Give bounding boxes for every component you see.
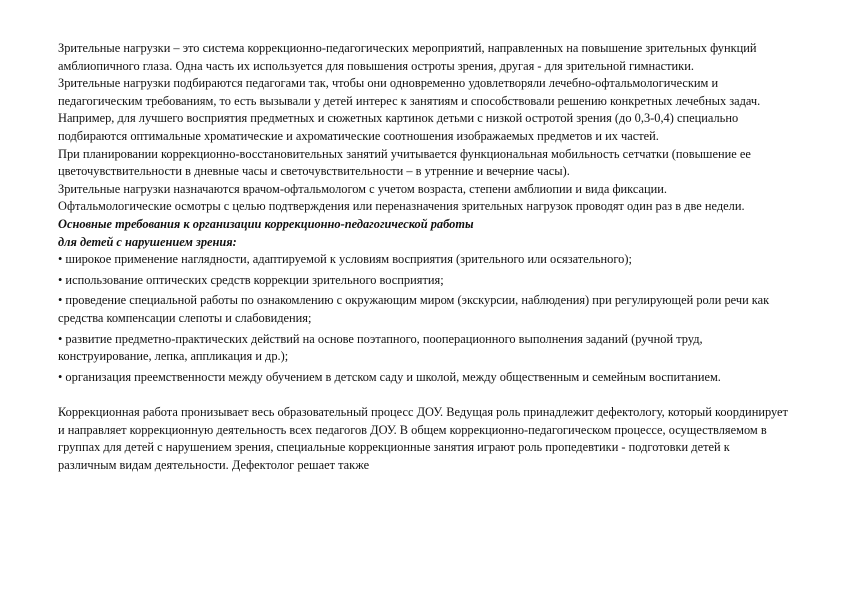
intro-paragraph-1: Зрительные нагрузки – это система коррекционно-педагогических мероприятий, направленных на повышение зрительных функций амблиопичного глаза. Одна часть их используется для повышения остроты зрения, другая - для зрительной гимнастики. (58, 41, 757, 73)
closing-paragraph: Коррекционная работа пронизывает весь образовательный процесс ДОУ. Ведущая роль принадлежит дефектологу, который координирует и направляет коррекционную деятельность всех педагогов ДОУ. В общем коррекционно-педагогическом процессе, осуществляемом в группах для детей с нарушением зрения, специальные коррекционные занятия играют роль пропедевтики - подготовки детей к различным видам деятельности. Дефектолог решает также (58, 405, 788, 473)
bullet-item-3: • проведение специальной работы по ознакомлению с окружающим миром (экскурсии, наблюдения) при регулирующей роли речи как средства компенсации слепоты и слабовидения; (58, 293, 770, 325)
intro-paragraph-2: Зрительные нагрузки подбираются педагогами так, чтобы они одновременно удовлетворяли лечебно-офтальмологическим и педагогическим требованиям, то есть вызывали у детей интерес к занятиям и способствовали решению конкретных лечебных задач. Например, для лучшего восприятия предметных и сюжетных картинок детьми с низкой остротой зрения (до 0,3-0,4) специально подбираются оптимальные хроматические и ахроматические соотношения изображаемых предметов и их частей. (58, 76, 761, 143)
section-heading-line-2: для детей с нарушением зрения: (58, 234, 237, 249)
bullet-item-4: • развитие предметно-практических действий на основе поэтапного, пооперационного выполнения заданий (ручной труд, конструирование, лепка, аппликация и др.); (58, 331, 703, 364)
section-heading-line-1: Основные требования к организации коррекционно-педагогической работы (58, 216, 474, 231)
bullet-item-1: • широкое применение наглядности, адаптируемой к условиям восприятия (зрительного или осязательного); (58, 252, 632, 267)
bullet-item-2: • использование оптических средств коррекции зрительного восприятия; (58, 272, 444, 287)
intro-paragraph-4: Зрительные нагрузки назначаются врачом-офтальмологом с учетом возраста, степени амблиопии и вида фиксации. (58, 181, 667, 196)
intro-paragraph-3: При планировании коррекционно-восстановительных занятий учитывается функциональная мобильность сетчатки (повышение ее цветочувствительности в дневные часы и светочувствительности – в утренние и вечерние часы). (58, 146, 751, 179)
intro-paragraph-5: Офтальмологические осмотры с целью подтверждения или переназначения зрительных нагрузок проводят один раз в две недели. (58, 199, 745, 214)
document-page (58, 40, 788, 475)
bullet-item-5: • организация преемственности между обучением в детском саду и школой, между общественным и семейным воспитанием. (58, 369, 721, 384)
